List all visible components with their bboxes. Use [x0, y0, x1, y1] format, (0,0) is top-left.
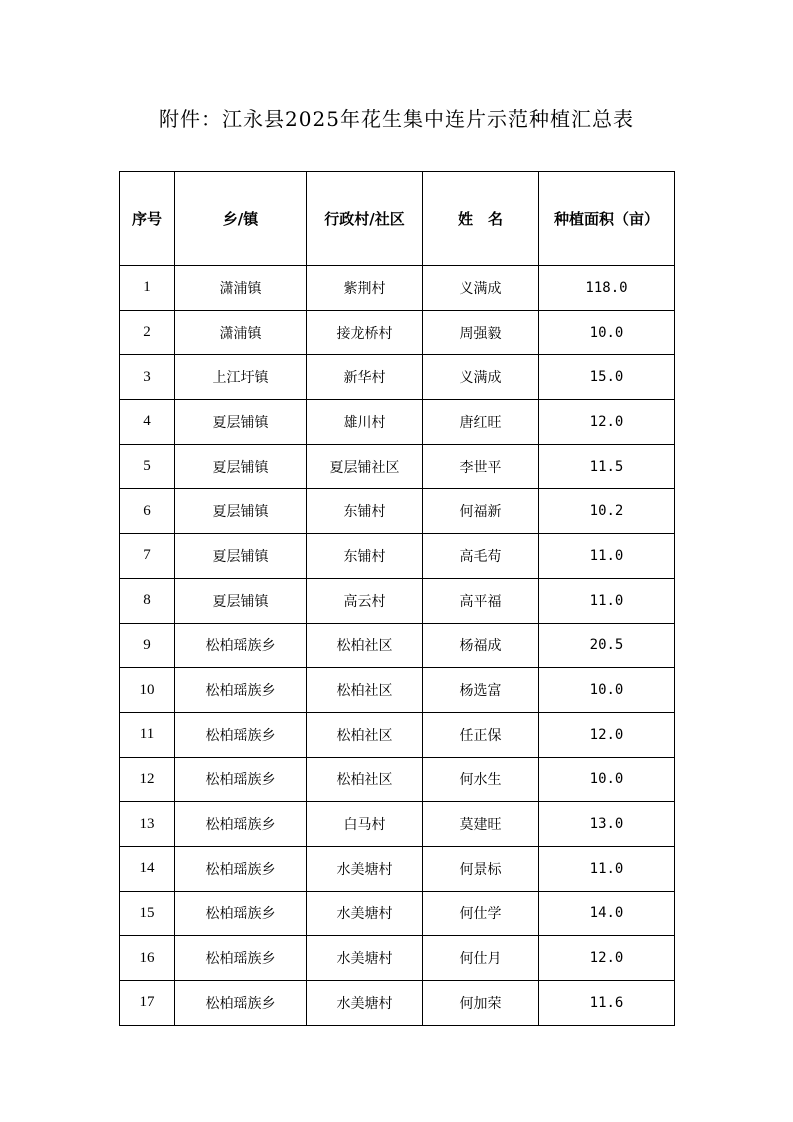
cell-village: 高云村 [307, 578, 423, 623]
cell-town: 松柏瑶族乡 [175, 712, 307, 757]
page-title: 附件：江永县2025年花生集中连片示范种植汇总表 [159, 107, 634, 131]
table-header-row [120, 172, 675, 266]
cell-name: 任正保 [423, 712, 539, 757]
cell-name: 何景标 [423, 846, 539, 891]
cell-name: 高毛苟 [423, 534, 539, 579]
cell-town: 潇浦镇 [175, 266, 307, 311]
cell-name: 何仕月 [423, 936, 539, 981]
cell-town: 松柏瑶族乡 [175, 846, 307, 891]
cell-name: 何水生 [423, 757, 539, 802]
cell-name: 周强毅 [423, 310, 539, 355]
cell-village: 东铺村 [307, 534, 423, 579]
cell-serial-number: 14 [120, 846, 175, 891]
cell-village: 松柏社区 [307, 757, 423, 802]
cell-name: 莫建旺 [423, 802, 539, 847]
cell-planting-area: 15.0 [539, 355, 675, 400]
cell-serial-number: 7 [120, 534, 175, 579]
cell-town: 松柏瑶族乡 [175, 936, 307, 981]
cell-village: 水美塘村 [307, 936, 423, 981]
table-row [120, 578, 675, 623]
table-row [120, 444, 675, 489]
cell-town: 松柏瑶族乡 [175, 623, 307, 668]
cell-town: 夏层铺镇 [175, 400, 307, 445]
cell-serial-number: 15 [120, 891, 175, 936]
summary-table [119, 171, 675, 1026]
cell-village: 紫荆村 [307, 266, 423, 311]
cell-planting-area: 10.0 [539, 757, 675, 802]
cell-name: 李世平 [423, 444, 539, 489]
cell-serial-number: 4 [120, 400, 175, 445]
table-row [120, 489, 675, 534]
table-row [120, 802, 675, 847]
cell-planting-area: 12.0 [539, 400, 675, 445]
cell-planting-area: 20.5 [539, 623, 675, 668]
cell-planting-area: 14.0 [539, 891, 675, 936]
cell-planting-area: 12.0 [539, 936, 675, 981]
table-body [120, 266, 675, 1026]
cell-town: 松柏瑶族乡 [175, 981, 307, 1026]
cell-planting-area: 10.0 [539, 310, 675, 355]
cell-town: 松柏瑶族乡 [175, 668, 307, 713]
header-planting-area: 种植面积（亩） [539, 172, 675, 266]
table-row [120, 981, 675, 1026]
table-row [120, 623, 675, 668]
cell-town: 夏层铺镇 [175, 489, 307, 534]
header-name: 姓 名 [423, 172, 539, 266]
cell-serial-number: 17 [120, 981, 175, 1026]
cell-serial-number: 3 [120, 355, 175, 400]
header-serial-number: 序号 [120, 172, 175, 266]
cell-planting-area: 11.5 [539, 444, 675, 489]
header-town: 乡/镇 [175, 172, 307, 266]
cell-planting-area: 10.0 [539, 668, 675, 713]
cell-serial-number: 5 [120, 444, 175, 489]
cell-village: 水美塘村 [307, 846, 423, 891]
cell-town: 潇浦镇 [175, 310, 307, 355]
table-row [120, 936, 675, 981]
cell-planting-area: 12.0 [539, 712, 675, 757]
cell-village: 东铺村 [307, 489, 423, 534]
cell-planting-area: 11.0 [539, 846, 675, 891]
cell-village: 水美塘村 [307, 891, 423, 936]
cell-name: 何福新 [423, 489, 539, 534]
cell-town: 夏层铺镇 [175, 534, 307, 579]
cell-town: 上江圩镇 [175, 355, 307, 400]
cell-serial-number: 11 [120, 712, 175, 757]
table-row [120, 400, 675, 445]
cell-serial-number: 13 [120, 802, 175, 847]
table-row [120, 712, 675, 757]
table-row [120, 266, 675, 311]
cell-planting-area: 11.0 [539, 534, 675, 579]
cell-serial-number: 6 [120, 489, 175, 534]
cell-name: 杨福成 [423, 623, 539, 668]
cell-village: 松柏社区 [307, 668, 423, 713]
cell-village: 新华村 [307, 355, 423, 400]
cell-planting-area: 118.0 [539, 266, 675, 311]
cell-serial-number: 10 [120, 668, 175, 713]
cell-village: 雄川村 [307, 400, 423, 445]
cell-name: 义满成 [423, 355, 539, 400]
cell-name: 杨选富 [423, 668, 539, 713]
cell-name: 何仕学 [423, 891, 539, 936]
cell-serial-number: 9 [120, 623, 175, 668]
cell-planting-area: 11.0 [539, 578, 675, 623]
cell-serial-number: 16 [120, 936, 175, 981]
cell-village: 水美塘村 [307, 981, 423, 1026]
table-row [120, 668, 675, 713]
cell-serial-number: 12 [120, 757, 175, 802]
cell-serial-number: 1 [120, 266, 175, 311]
cell-name: 义满成 [423, 266, 539, 311]
cell-village: 夏层铺社区 [307, 444, 423, 489]
cell-planting-area: 13.0 [539, 802, 675, 847]
table-row [120, 355, 675, 400]
cell-planting-area: 10.2 [539, 489, 675, 534]
cell-serial-number: 8 [120, 578, 175, 623]
cell-serial-number: 2 [120, 310, 175, 355]
header-village: 行政村/社区 [307, 172, 423, 266]
table-row [120, 310, 675, 355]
cell-town: 夏层铺镇 [175, 578, 307, 623]
cell-town: 松柏瑶族乡 [175, 757, 307, 802]
table-row [120, 891, 675, 936]
cell-village: 接龙桥村 [307, 310, 423, 355]
table-row [120, 757, 675, 802]
table-row [120, 846, 675, 891]
cell-town: 夏层铺镇 [175, 444, 307, 489]
cell-name: 唐红旺 [423, 400, 539, 445]
cell-village: 白马村 [307, 802, 423, 847]
cell-name: 高平福 [423, 578, 539, 623]
cell-town: 松柏瑶族乡 [175, 891, 307, 936]
table-row [120, 534, 675, 579]
cell-town: 松柏瑶族乡 [175, 802, 307, 847]
cell-village: 松柏社区 [307, 623, 423, 668]
cell-village: 松柏社区 [307, 712, 423, 757]
cell-name: 何加荣 [423, 981, 539, 1026]
cell-planting-area: 11.6 [539, 981, 675, 1026]
